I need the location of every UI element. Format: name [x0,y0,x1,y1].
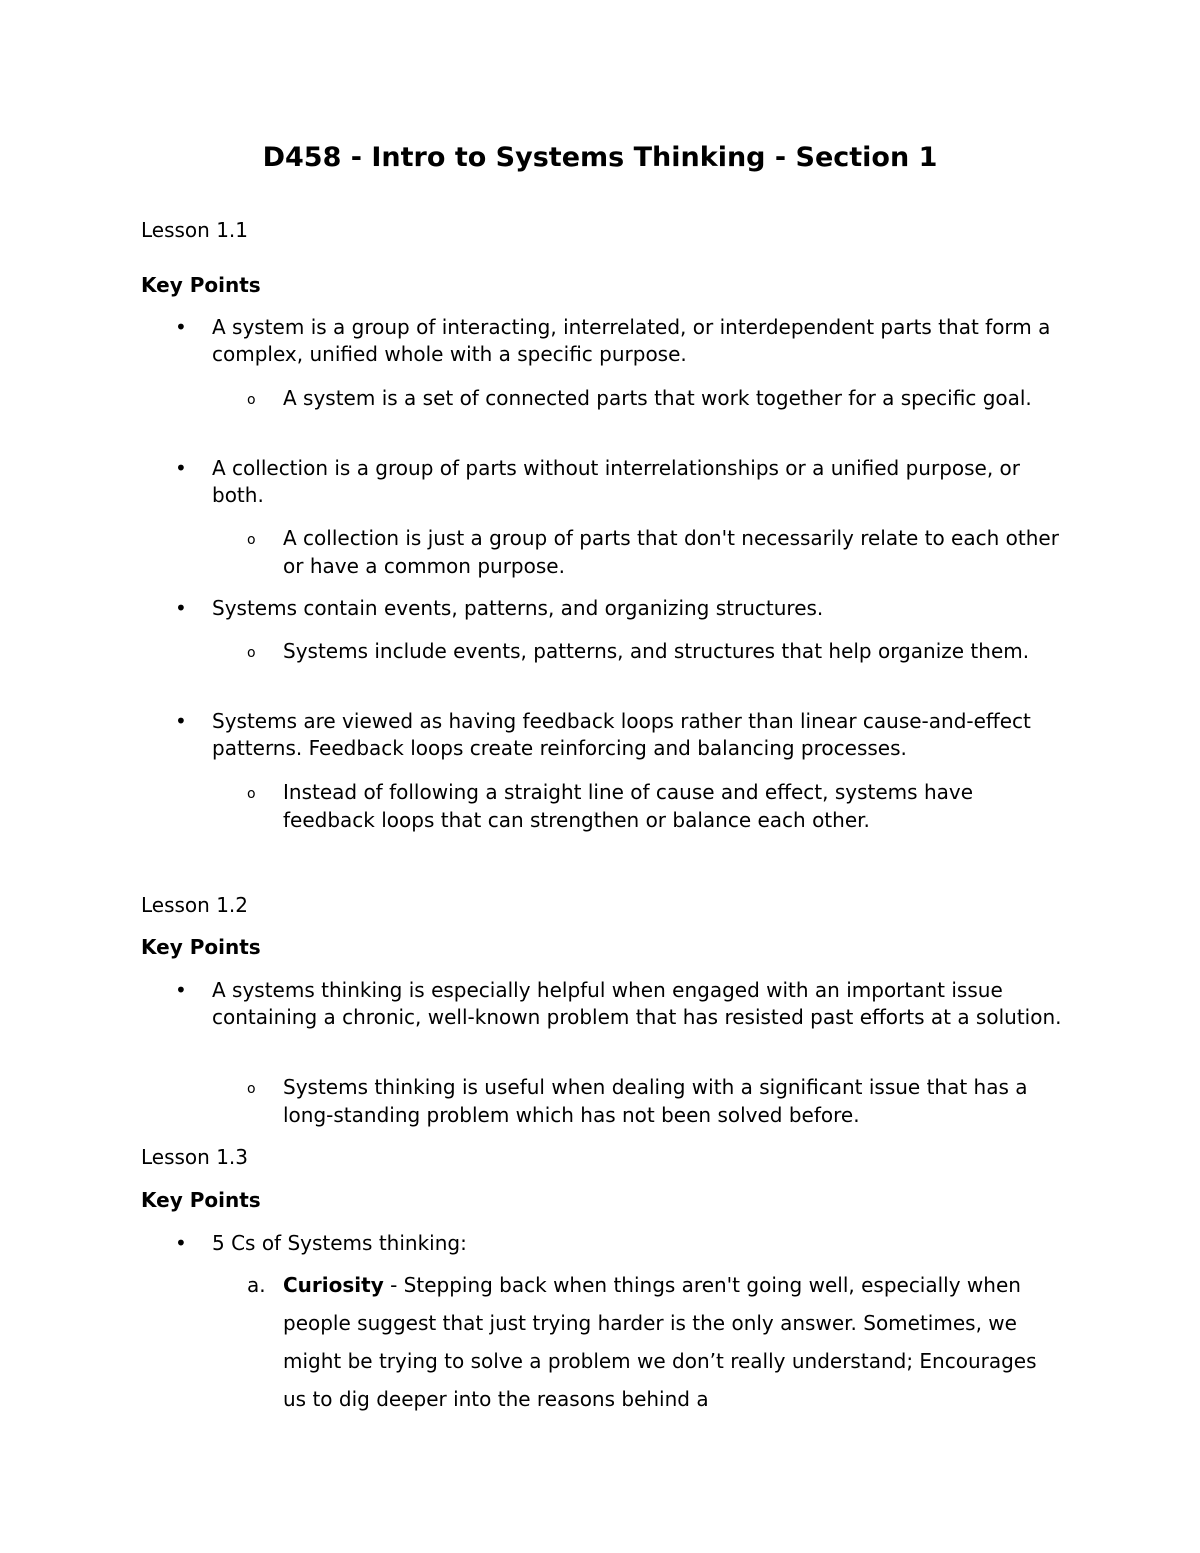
sub-bullet-item [247,1073,1068,1129]
sub-bullet-marker: o [247,1081,256,1097]
key-points-heading: Key Points [141,273,261,297]
lettered-list-item [247,1266,1053,1418]
sub-bullet-marker: o [247,392,256,408]
sub-bullet-marker: o [247,532,256,548]
bullet-item: • A system is a group of interacting, interrelated, or interdependent parts that form a complex, unified whole with a specific purpose. [212,314,1062,368]
bullet-item: • 5 Cs of Systems thinking: [212,1230,1062,1257]
lesson-heading: Lesson 1.1 [141,218,249,242]
sub-bullet-item [247,637,1068,665]
sub-bullet-item [247,384,1068,412]
sub-bullet-marker: o [247,645,256,661]
lesson-heading: Lesson 1.2 [141,893,249,917]
bullet-item: • A collection is a group of parts without interrelationships or a unified purpose, or both. [212,455,1062,509]
sub-bullet-item [247,524,1068,580]
list-item-text: - Stepping back when things aren't going well, especially when people suggest that just trying harder is the only answer. Sometimes, we might be trying to solve a problem we don’t really understand; Encourages us to dig deeper into the reasons behind a [283,1273,1037,1411]
list-marker: a. [247,1273,266,1297]
key-points-heading: Key Points [141,1188,261,1212]
bullet-item: • Systems are viewed as having feedback loops rather than linear cause-and-effect patterns. Feedback loops create reinforcing and balancing processes. [212,708,1062,762]
document-title: D458 - Intro to Systems Thinking - Section 1 [262,142,938,173]
lesson-heading: Lesson 1.3 [141,1145,249,1169]
sub-bullet-marker: o [247,786,256,802]
sub-bullet-text: A system is a set of connected parts that work together for a specific goal. [283,386,1032,410]
list-item-term: Curiosity [283,1273,384,1297]
key-points-heading: Key Points [141,935,261,959]
sub-bullet-item [247,778,1068,834]
sub-bullet-text: Systems include events, patterns, and structures that help organize them. [283,639,1030,663]
sub-bullet-text: A collection is just a group of parts that don't necessarily relate to each other or have a common purpose. [283,526,1059,578]
bullet-item: • A systems thinking is especially helpful when engaged with an important issue containing a chronic, well-known problem that has resisted past efforts at a solution. [212,977,1062,1031]
sub-bullet-text: Systems thinking is useful when dealing with a significant issue that has a long-standing problem which has not been solved before. [283,1075,1028,1127]
bullet-item: • Systems contain events, patterns, and organizing structures. [212,595,1062,622]
sub-bullet-text: Instead of following a straight line of cause and effect, systems have feedback loops that can strengthen or balance each other. [283,780,974,832]
